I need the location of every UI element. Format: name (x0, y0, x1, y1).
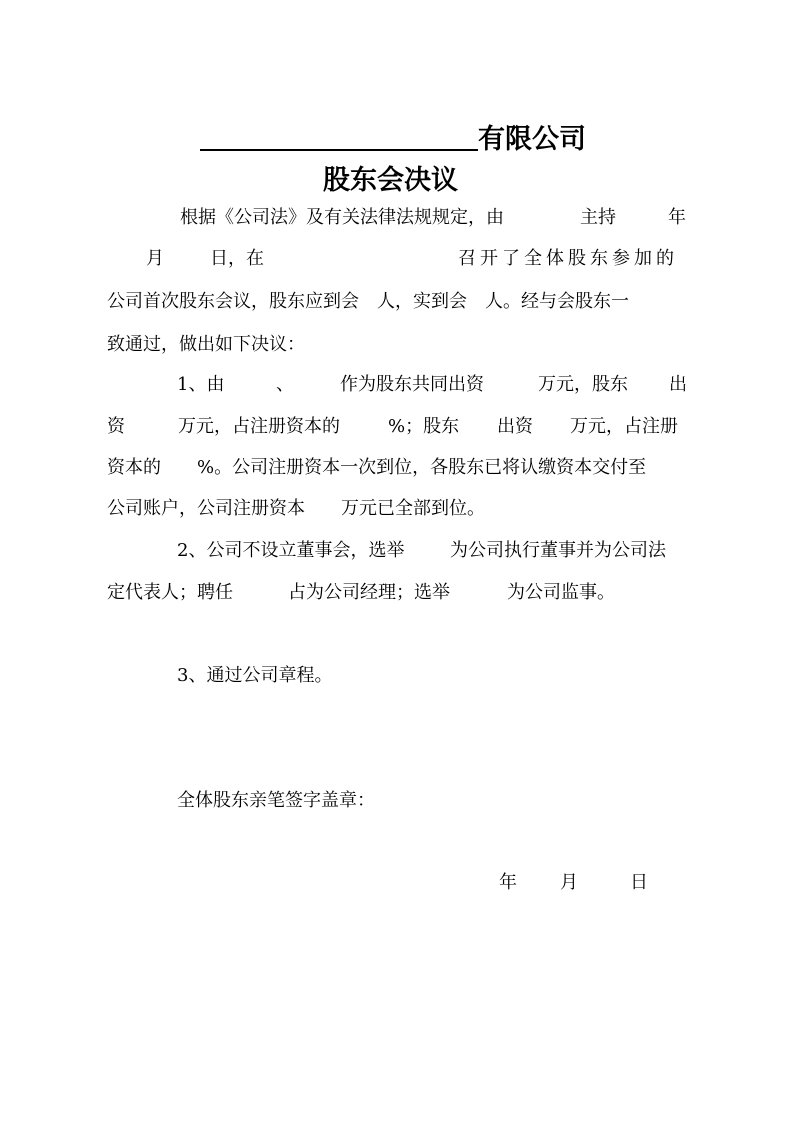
item2-text-1: 2、公司不设立董事会，选举 (177, 540, 405, 561)
item1-text-6: 资 (107, 416, 125, 437)
item1-text-3: 作为股东共同出资 (340, 374, 484, 395)
item1-text-5: 出 (669, 374, 687, 395)
intro-text-6: 召开了全体股东参加的 (458, 248, 678, 269)
item2-text-2: 为公司执行董事并为公司法 (450, 540, 666, 561)
intro-text-1: 根据《公司法》及有关法律法规规定，由 (180, 207, 504, 228)
item1-text-7: 万元，占注册资本的 (178, 416, 340, 437)
item1-text-9: 出资 (497, 416, 533, 437)
item1-text-10: 万元，占注册 (570, 416, 678, 437)
intro-text-5: 日，在 (210, 248, 264, 269)
signature-year: 年 (499, 872, 517, 893)
item2-text-3: 定代表人；聘任 (107, 582, 233, 603)
item2-text-5: 为公司监事。 (507, 582, 615, 603)
signature-day: 日 (630, 872, 648, 893)
document-title: 股东会决议 (323, 165, 458, 196)
item1-text-1: 1、由 (177, 374, 225, 395)
intro-text-2: 主持 (580, 207, 616, 228)
item1-text-4: 万元，股东 (538, 374, 628, 395)
item1-text-8: %；股东 (388, 416, 460, 437)
item1-line-4: 公司账户，公司注册资本 万元已全部到位。 (107, 498, 485, 519)
item3-text: 3、通过公司章程。 (177, 665, 333, 686)
intro-text-3: 年 (668, 207, 686, 228)
item1-text-2: 、 (276, 374, 294, 395)
item2-text-4: 占为公司经理；选举 (288, 582, 450, 603)
intro-line-3: 公司首次股东会议，股东应到会 人，实到会 人。经与会股东一 (107, 291, 629, 312)
company-name-blank (200, 149, 478, 151)
company-suffix: 有限公司 (478, 124, 586, 155)
signature-month: 月 (560, 872, 578, 893)
item1-line-3: 资本的 %。公司注册资本一次到位，各股东已将认缴资本交付至 (107, 457, 647, 478)
intro-text-4: 月 (146, 248, 164, 269)
signature-label: 全体股东亲笔签字盖章： (177, 790, 375, 811)
intro-line-4: 致通过，做出如下决议： (107, 334, 305, 355)
